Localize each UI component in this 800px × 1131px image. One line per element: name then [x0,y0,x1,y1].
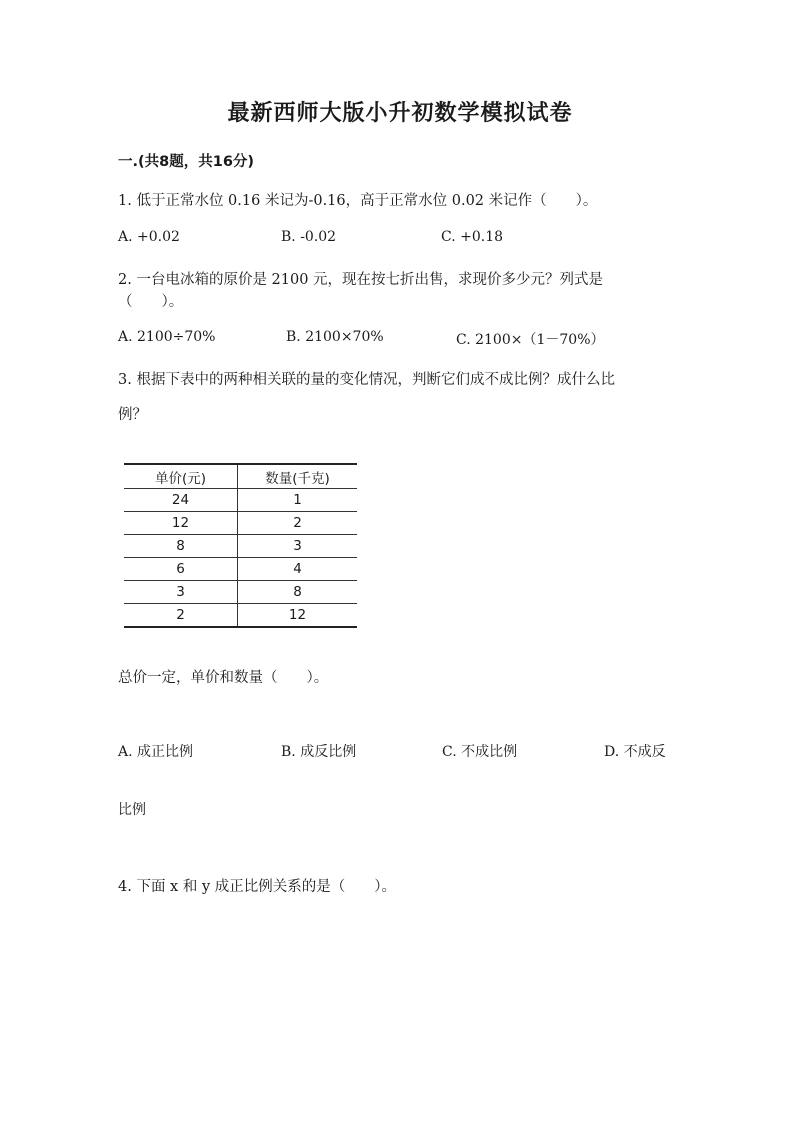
table-header-quantity: 数量(千克) [238,464,358,489]
table-header-row [124,464,357,489]
table-cell-quantity: 4 [238,558,358,581]
table-cell-quantity: 12 [238,604,358,628]
table-header-unit-price: 单价(元) [124,464,238,489]
q1-option-c: C. +0.18 [441,229,504,245]
table-row [124,558,357,581]
q2-option-b: B. 2100×70% [286,329,384,345]
table-row [124,535,357,558]
table-row [124,581,357,604]
q3-option-d-wrap: 比例 [118,802,146,818]
table-cell-price: 24 [124,489,238,512]
price-quantity-table [124,463,357,628]
page-title: 最新西师大版小升初数学模拟试卷 [227,100,573,126]
question-2-text-line1: 2. 一台电冰箱的原价是 2100 元，现在按七折出售，求现价多少元？列式是 [118,272,604,288]
table-row [124,512,357,535]
q3-option-a: A. 成正比例 [118,744,194,760]
question-2-text-line2: （ ）。 [118,294,184,310]
question-3-text-line1: 3. 根据下表中的两种相关联的量的变化情况，判断它们成不成比例？成什么比 [118,372,615,388]
table-row [124,604,357,628]
table-cell-price: 2 [124,604,238,628]
table-row [124,489,357,512]
table-cell-quantity: 3 [238,535,358,558]
q1-option-b: B. -0.02 [281,229,337,245]
q3-option-d: D. 不成反 [604,744,666,760]
table-cell-quantity: 8 [238,581,358,604]
q3-option-b: B. 成反比例 [281,744,357,760]
q1-option-a: A. +0.02 [118,229,180,245]
question-3-text-line2: 例？ [118,407,147,423]
table-cell-quantity: 2 [238,512,358,535]
q3-option-c: C. 不成比例 [442,744,518,760]
q2-option-c: C. 2100×（1－70%） [456,332,605,348]
table-cell-price: 3 [124,581,238,604]
question-3-subtext: 总价一定，单价和数量（ ）。 [118,670,329,686]
q2-option-a: A. 2100÷70% [118,329,216,345]
question-4-text: 4. 下面 x 和 y 成正比例关系的是（ ）。 [118,879,396,895]
table-cell-price: 6 [124,558,238,581]
section-heading: 一.(共8题，共16分) [118,154,255,170]
table-cell-price: 8 [124,535,238,558]
table-cell-quantity: 1 [238,489,358,512]
table-cell-price: 12 [124,512,238,535]
question-1-text: 1. 低于正常水位 0.16 米记为-0.16，高于正常水位 0.02 米记作（ ）。 [118,193,598,209]
